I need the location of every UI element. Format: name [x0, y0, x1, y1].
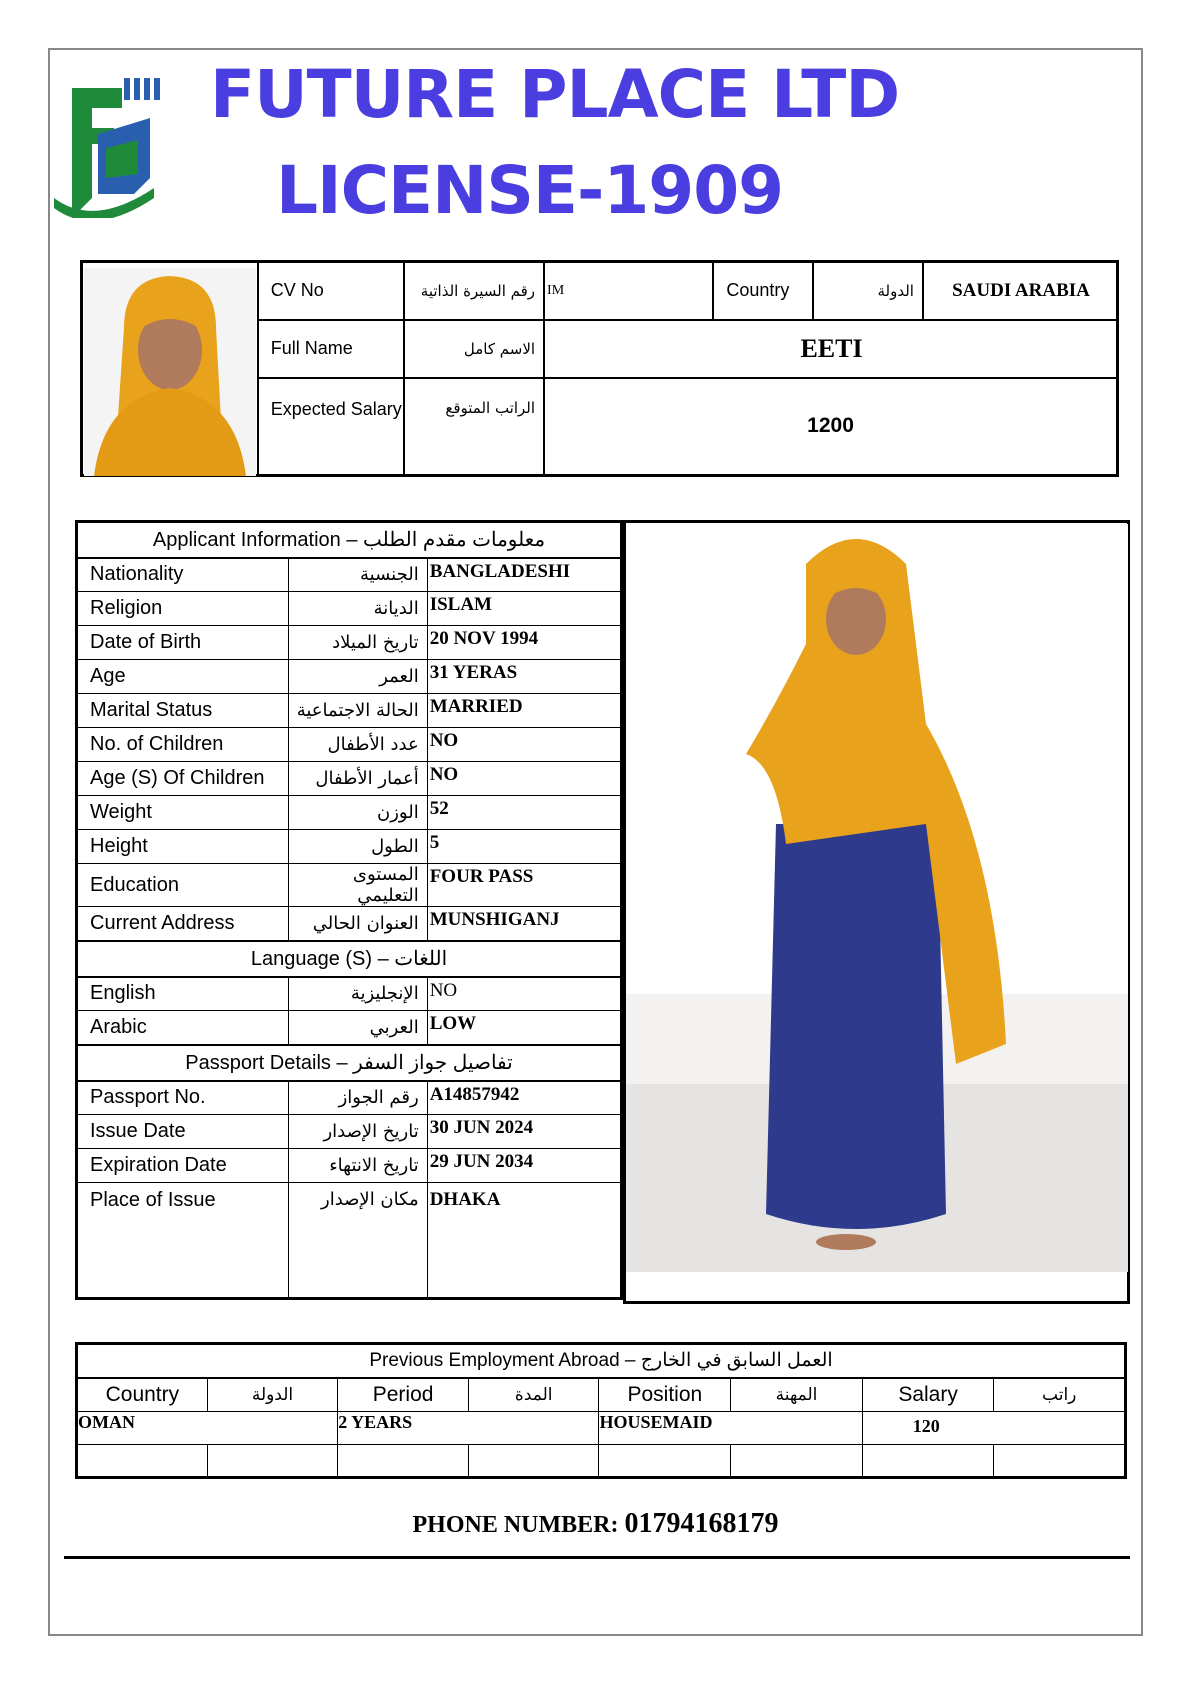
- empty-cell: [862, 1445, 994, 1478]
- row-label: Height: [77, 830, 289, 864]
- row-value: 30 JUN 2024: [427, 1115, 621, 1149]
- table-row: [77, 796, 622, 830]
- row-label: No. of Children: [77, 728, 289, 762]
- row-label: Arabic: [77, 1011, 289, 1045]
- row-value: 31 YERAS: [427, 660, 621, 694]
- language-section-title: Language (S) – اللغات: [77, 941, 622, 977]
- row-label: Expiration Date: [77, 1149, 289, 1183]
- row-ar-label: الجنسية: [288, 558, 427, 592]
- row-ar-label: العنوان الحالي: [288, 907, 427, 941]
- table-row: [77, 660, 622, 694]
- table-row: [77, 1412, 1126, 1445]
- row-label: Issue Date: [77, 1115, 289, 1149]
- row-value: A14857942: [427, 1081, 621, 1115]
- country-label: Country: [713, 262, 813, 320]
- row-label: Current Address: [77, 907, 289, 941]
- row-ar-label: تاريخ الانتهاء: [288, 1149, 427, 1183]
- row-ar-label: عدد الأطفال: [288, 728, 427, 762]
- country-value: SAUDI ARABIA: [923, 262, 1118, 320]
- emp-country: OMAN: [77, 1412, 338, 1445]
- table-row: [77, 762, 622, 796]
- salary-value: 1200: [544, 378, 1117, 476]
- row-ar-label: أعمار الأطفال: [288, 762, 427, 796]
- emp-salary: 120: [862, 1412, 1125, 1445]
- table-row: [77, 907, 622, 941]
- employment-table: [75, 1342, 1127, 1479]
- salary-ar-label: الراتب المتوقع: [404, 378, 544, 476]
- table-row: [77, 1149, 622, 1183]
- table-row: [77, 864, 622, 907]
- row-label: Place of Issue: [77, 1183, 289, 1299]
- table-row: [77, 1115, 622, 1149]
- col-salary-ar: راتب: [994, 1378, 1126, 1412]
- full-name-ar-label: الاسم كامل: [404, 320, 544, 378]
- row-value: 20 NOV 1994: [427, 626, 621, 660]
- row-label: Date of Birth: [77, 626, 289, 660]
- phone-number: 01794168179: [624, 1508, 779, 1539]
- cv-no-label: CV No: [258, 262, 405, 320]
- row-ar-label: تاريخ الإصدار: [288, 1115, 427, 1149]
- col-position-ar: المهنة: [731, 1378, 863, 1412]
- col-salary: Salary: [862, 1378, 994, 1412]
- empty-cell: [468, 1445, 599, 1478]
- row-ar-label: العربي: [288, 1011, 427, 1045]
- table-row: [77, 830, 622, 864]
- empty-cell: [207, 1445, 338, 1478]
- row-label: Weight: [77, 796, 289, 830]
- country-ar-label: الدولة: [813, 262, 923, 320]
- row-label: Nationality: [77, 558, 289, 592]
- portrait-photo: [84, 268, 256, 476]
- row-value: MUNSHIGANJ: [427, 907, 621, 941]
- row-ar-label: مكان الإصدار: [288, 1183, 427, 1299]
- row-value: NO: [427, 977, 621, 1011]
- full-name-label: Full Name: [258, 320, 405, 378]
- row-label: Age: [77, 660, 289, 694]
- table-row: [77, 977, 622, 1011]
- phone-label: PHONE NUMBER:: [412, 1512, 619, 1538]
- col-position: Position: [599, 1378, 731, 1412]
- row-ar-label: العمر: [288, 660, 427, 694]
- col-period-ar: المدة: [468, 1378, 599, 1412]
- row-label: Marital Status: [77, 694, 289, 728]
- company-name: FUTURE PLACE LTD: [210, 56, 900, 133]
- row-value: NO: [427, 728, 621, 762]
- row-ar-label: المستوى التعليمي: [288, 864, 427, 907]
- row-label: Age (S) Of Children: [77, 762, 289, 796]
- company-license: LICENSE-1909: [276, 152, 784, 229]
- full-body-photo: [626, 524, 1128, 1272]
- col-country: Country: [77, 1378, 208, 1412]
- full-name-value: EETI: [544, 320, 1117, 378]
- table-row: [77, 728, 622, 762]
- applicant-section-title: Applicant Information – معلومات مقدم الطلب: [77, 522, 622, 558]
- table-row: [77, 1081, 622, 1115]
- cv-no-value: IM: [544, 262, 713, 320]
- row-ar-label: رقم الجواز: [288, 1081, 427, 1115]
- emp-position: HOUSEMAID: [599, 1412, 862, 1445]
- table-row: [77, 558, 622, 592]
- row-label: Passport No.: [77, 1081, 289, 1115]
- empty-cell: [338, 1445, 469, 1478]
- company-logo-icon: [54, 78, 164, 218]
- footer-divider: [64, 1556, 1130, 1559]
- row-value: LOW: [427, 1011, 621, 1045]
- empty-cell: [77, 1445, 208, 1478]
- row-ar-label: الديانة: [288, 592, 427, 626]
- phone-line: [0, 1508, 1191, 1540]
- row-ar-label: الإنجليزية: [288, 977, 427, 1011]
- row-ar-label: تاريخ الميلاد: [288, 626, 427, 660]
- table-row: [77, 1183, 622, 1299]
- employment-section-title: Previous Employment Abroad – العمل السابق في الخارج: [77, 1344, 1126, 1378]
- row-label: English: [77, 977, 289, 1011]
- row-value: 29 JUN 2034: [427, 1149, 621, 1183]
- table-row: [77, 626, 622, 660]
- empty-cell: [599, 1445, 731, 1478]
- empty-cell: [731, 1445, 863, 1478]
- emp-period: 2 YEARS: [338, 1412, 599, 1445]
- row-value: ISLAM: [427, 592, 621, 626]
- row-value: MARRIED: [427, 694, 621, 728]
- row-ar-label: الحالة الاجتماعية: [288, 694, 427, 728]
- salary-label: Expected Salary: [258, 378, 405, 476]
- table-row: [77, 1011, 622, 1045]
- cv-no-ar-label: رقم السيرة الذاتية: [404, 262, 544, 320]
- applicant-table: [75, 520, 623, 1300]
- row-ar-label: الطول: [288, 830, 427, 864]
- row-value: BANGLADESHI: [427, 558, 621, 592]
- passport-section-title: Passport Details – تفاصيل جواز السفر: [77, 1045, 622, 1081]
- empty-cell: [994, 1445, 1126, 1478]
- col-country-ar: الدولة: [207, 1378, 338, 1412]
- row-value: NO: [427, 762, 621, 796]
- col-period: Period: [338, 1378, 469, 1412]
- row-ar-label: الوزن: [288, 796, 427, 830]
- row-value: FOUR PASS: [427, 864, 621, 907]
- row-value: DHAKA: [427, 1183, 621, 1299]
- row-label: Education: [77, 864, 289, 907]
- row-value: 52: [427, 796, 621, 830]
- table-row: [77, 592, 622, 626]
- row-value: 5: [427, 830, 621, 864]
- row-label: Religion: [77, 592, 289, 626]
- table-row: [77, 1445, 1126, 1478]
- table-row: [77, 694, 622, 728]
